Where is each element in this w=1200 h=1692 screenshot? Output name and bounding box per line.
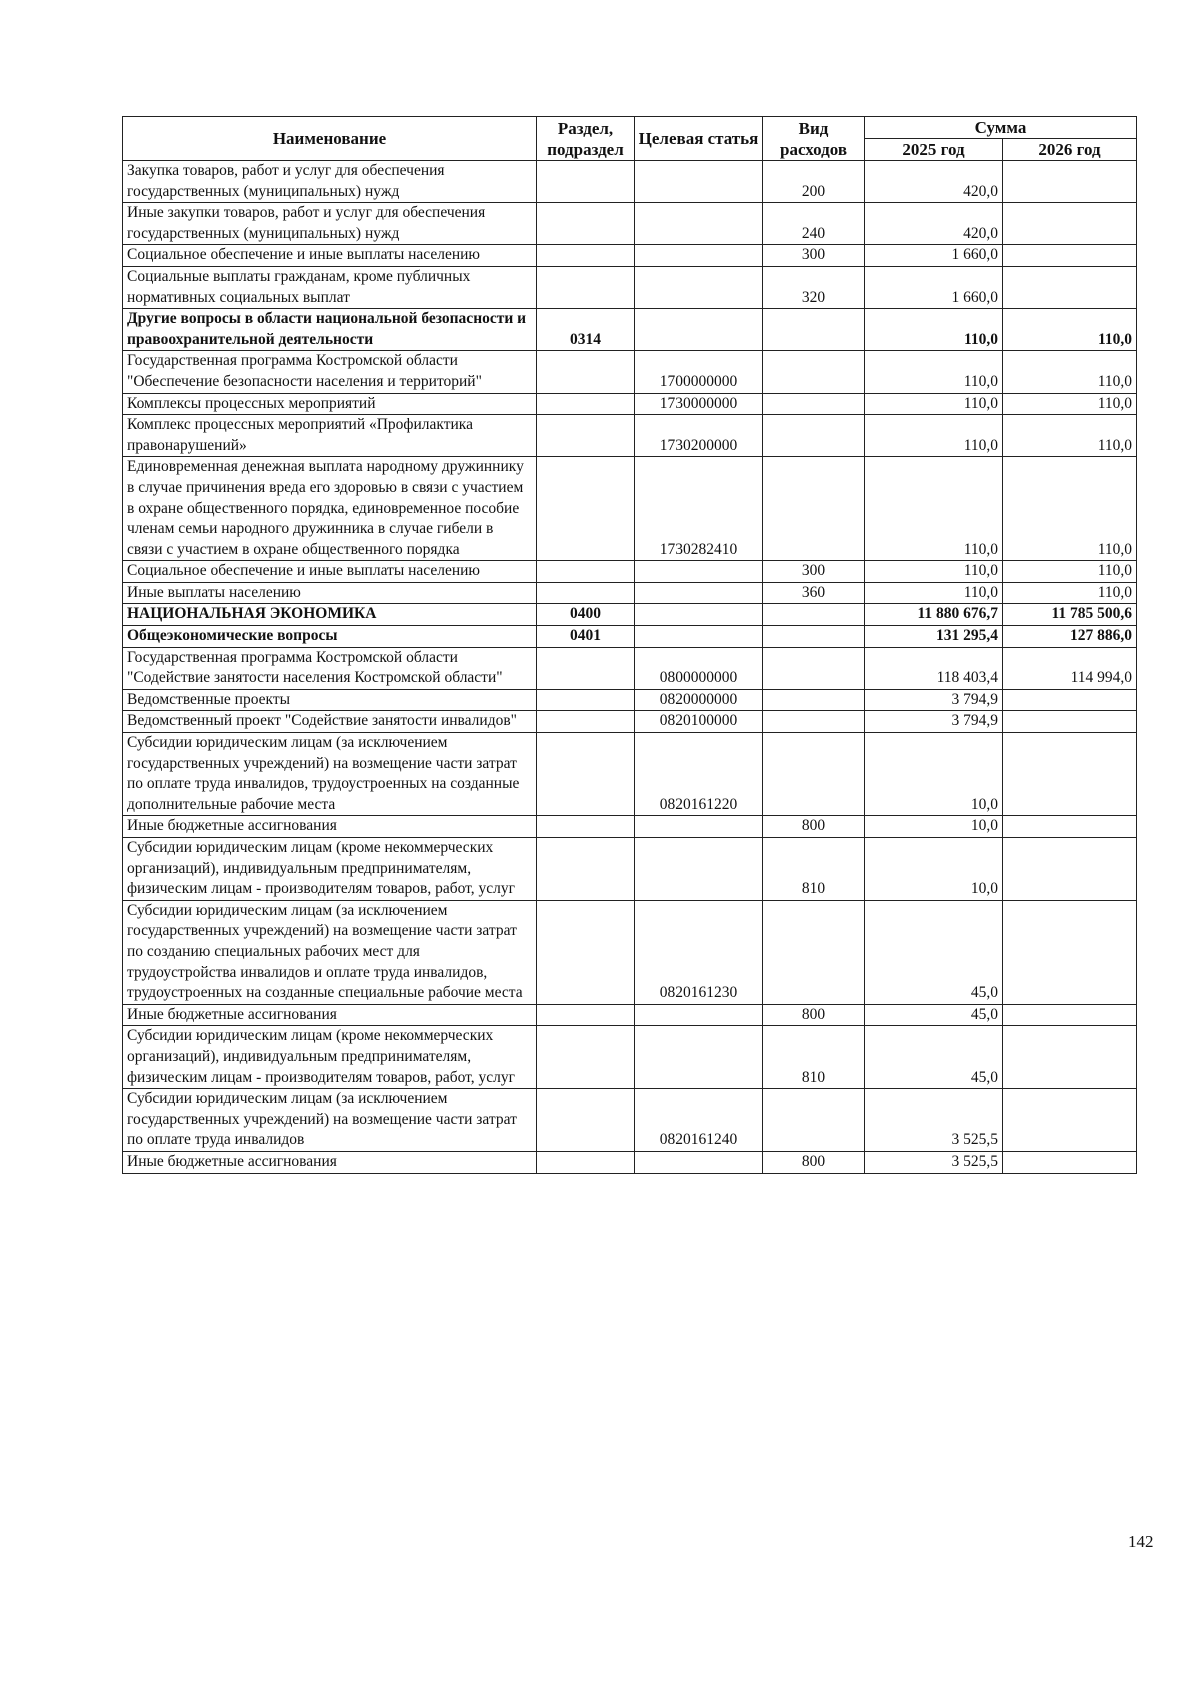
cell-2025: 10,0 (865, 838, 1003, 901)
cell-2025: 110,0 (865, 309, 1003, 351)
table-row (123, 203, 1137, 245)
cell-name: Социальное обеспечение и иные выплаты населению (123, 245, 537, 267)
cell-2025: 11 880 676,7 (865, 604, 1003, 626)
cell-section (537, 900, 635, 1004)
cell-2026: 11 785 500,6 (1003, 604, 1137, 626)
cell-2026: 110,0 (1003, 415, 1137, 457)
cell-2025: 131 295,4 (865, 626, 1003, 648)
cell-name: Комплексы процессных мероприятий (123, 393, 537, 415)
cell-name: НАЦИОНАЛЬНАЯ ЭКОНОМИКА (123, 604, 537, 626)
header-target: Целевая статья (635, 117, 763, 161)
table-row (123, 415, 1137, 457)
cell-2026 (1003, 838, 1137, 901)
cell-2025: 110,0 (865, 582, 1003, 604)
table-header-row (123, 117, 1137, 139)
cell-target (635, 838, 763, 901)
header-section: Раздел, подраздел (537, 117, 635, 161)
cell-kind: 200 (763, 161, 865, 203)
cell-kind: 810 (763, 1026, 865, 1089)
cell-2025: 110,0 (865, 561, 1003, 583)
cell-2025: 45,0 (865, 1026, 1003, 1089)
cell-section (537, 816, 635, 838)
cell-2025: 3 794,9 (865, 711, 1003, 733)
table-row (123, 900, 1137, 1004)
cell-2025: 3 794,9 (865, 689, 1003, 711)
cell-2025: 3 525,5 (865, 1151, 1003, 1173)
cell-section (537, 1026, 635, 1089)
cell-2026 (1003, 266, 1137, 308)
cell-section: 0401 (537, 626, 635, 648)
cell-kind: 300 (763, 561, 865, 583)
header-2025: 2025 год (865, 139, 1003, 161)
cell-name: Ведомственные проекты (123, 689, 537, 711)
table-row (123, 1026, 1137, 1089)
cell-section (537, 838, 635, 901)
cell-name: Закупка товаров, работ и услуг для обеспечения государственных (муниципальных) нужд (123, 161, 537, 203)
cell-2026 (1003, 1151, 1137, 1173)
cell-kind (763, 1089, 865, 1152)
cell-2026 (1003, 245, 1137, 267)
cell-2025: 110,0 (865, 415, 1003, 457)
cell-target: 1730200000 (635, 415, 763, 457)
cell-2026: 110,0 (1003, 393, 1137, 415)
table-row (123, 733, 1137, 816)
cell-target (635, 161, 763, 203)
cell-kind: 810 (763, 838, 865, 901)
cell-target (635, 561, 763, 583)
cell-target: 0820161240 (635, 1089, 763, 1152)
cell-name: Субсидии юридическим лицам (кроме некоммерческих организаций), индивидуальным предпринимателям, физическим лицам - производителям товаров, работ, услуг (123, 838, 537, 901)
cell-2026 (1003, 689, 1137, 711)
cell-name: Иные выплаты населению (123, 582, 537, 604)
cell-target: 1730000000 (635, 393, 763, 415)
cell-2025: 45,0 (865, 900, 1003, 1004)
table-row (123, 351, 1137, 393)
header-sum: Сумма (865, 117, 1137, 139)
budget-table (122, 116, 1137, 1174)
table-row (123, 266, 1137, 308)
cell-kind: 360 (763, 582, 865, 604)
cell-section: 0400 (537, 604, 635, 626)
cell-2026 (1003, 161, 1137, 203)
cell-kind (763, 900, 865, 1004)
cell-section (537, 415, 635, 457)
table-row (123, 309, 1137, 351)
cell-target: 0820000000 (635, 689, 763, 711)
cell-name: Государственная программа Костромской области "Содействие занятости населения Костромской области" (123, 647, 537, 689)
cell-2025: 110,0 (865, 457, 1003, 561)
table-body (123, 161, 1137, 1174)
cell-kind: 800 (763, 1004, 865, 1026)
cell-2025: 10,0 (865, 816, 1003, 838)
cell-target (635, 203, 763, 245)
cell-kind: 800 (763, 816, 865, 838)
cell-name: Другие вопросы в области национальной безопасности и правоохранительной деятельности (123, 309, 537, 351)
cell-kind (763, 689, 865, 711)
cell-kind (763, 393, 865, 415)
cell-2026 (1003, 733, 1137, 816)
cell-target: 1700000000 (635, 351, 763, 393)
cell-target (635, 1026, 763, 1089)
cell-2026 (1003, 1004, 1137, 1026)
table-row (123, 582, 1137, 604)
cell-name: Ведомственный проект "Содействие занятости инвалидов" (123, 711, 537, 733)
cell-2026: 110,0 (1003, 309, 1137, 351)
cell-section (537, 245, 635, 267)
cell-2025: 1 660,0 (865, 245, 1003, 267)
cell-2026 (1003, 900, 1137, 1004)
cell-section (537, 1004, 635, 1026)
cell-kind: 800 (763, 1151, 865, 1173)
cell-kind (763, 647, 865, 689)
cell-name: Субсидии юридическим лицам (кроме некоммерческих организаций), индивидуальным предпринимателям, физическим лицам - производителям товаров, работ, услуг (123, 1026, 537, 1089)
table-row (123, 1004, 1137, 1026)
cell-section (537, 266, 635, 308)
cell-name: Субсидии юридическим лицам (за исключением государственных учреждений) на возмещение части затрат по созданию специальных рабочих мест для трудоустройства инвалидов и оплате труда инвалидов, трудоустроенных на созданные специальные рабочие места (123, 900, 537, 1004)
cell-2026 (1003, 203, 1137, 245)
cell-kind: 300 (763, 245, 865, 267)
cell-target (635, 626, 763, 648)
table-row (123, 561, 1137, 583)
table-row (123, 647, 1137, 689)
table-row (123, 1151, 1137, 1173)
table-row (123, 393, 1137, 415)
cell-2026 (1003, 1026, 1137, 1089)
cell-target (635, 309, 763, 351)
cell-section (537, 393, 635, 415)
cell-section (537, 1089, 635, 1152)
cell-2026 (1003, 711, 1137, 733)
cell-target: 1730282410 (635, 457, 763, 561)
cell-section (537, 711, 635, 733)
cell-target (635, 1004, 763, 1026)
cell-section (537, 161, 635, 203)
cell-name: Социальные выплаты гражданам, кроме публичных нормативных социальных выплат (123, 266, 537, 308)
table-row (123, 245, 1137, 267)
cell-name: Субсидии юридическим лицам (за исключением государственных учреждений) на возмещение части затрат по оплате труда инвалидов (123, 1089, 537, 1152)
cell-kind: 320 (763, 266, 865, 308)
cell-section (537, 689, 635, 711)
cell-name: Социальное обеспечение и иные выплаты населению (123, 561, 537, 583)
cell-name: Субсидии юридическим лицам (за исключением государственных учреждений) на возмещение части затрат по оплате труда инвалидов, трудоустроенных на созданные дополнительные рабочие места (123, 733, 537, 816)
cell-2026: 110,0 (1003, 561, 1137, 583)
cell-target (635, 1151, 763, 1173)
cell-name: Иные бюджетные ассигнования (123, 816, 537, 838)
cell-target: 0820100000 (635, 711, 763, 733)
table-row (123, 457, 1137, 561)
cell-section (537, 203, 635, 245)
cell-section (537, 733, 635, 816)
table-row (123, 838, 1137, 901)
table-row (123, 689, 1137, 711)
cell-2026: 114 994,0 (1003, 647, 1137, 689)
cell-2025: 1 660,0 (865, 266, 1003, 308)
cell-name: Иные бюджетные ассигнования (123, 1004, 537, 1026)
cell-kind: 240 (763, 203, 865, 245)
cell-name: Комплекс процессных мероприятий «Профилактика правонарушений» (123, 415, 537, 457)
cell-target (635, 245, 763, 267)
cell-name: Единовременная денежная выплата народному дружиннику в случае причинения вреда его здоровью в связи с участием в охране общественного порядка, единовременное пособие членам семьи народного дружинника в случае гибели в связи с участием в охране общественного порядка (123, 457, 537, 561)
cell-target (635, 266, 763, 308)
cell-section (537, 561, 635, 583)
cell-name: Общеэкономические вопросы (123, 626, 537, 648)
cell-section (537, 1151, 635, 1173)
cell-2026: 110,0 (1003, 457, 1137, 561)
cell-section: 0314 (537, 309, 635, 351)
cell-name: Иные закупки товаров, работ и услуг для обеспечения государственных (муниципальных) нужд (123, 203, 537, 245)
table-row (123, 1089, 1137, 1152)
cell-2026 (1003, 816, 1137, 838)
cell-2026 (1003, 1089, 1137, 1152)
table-row (123, 816, 1137, 838)
cell-kind (763, 309, 865, 351)
cell-kind (763, 626, 865, 648)
header-2026: 2026 год (1003, 139, 1137, 161)
cell-name: Иные бюджетные ассигнования (123, 1151, 537, 1173)
table-row (123, 161, 1137, 203)
cell-section (537, 582, 635, 604)
cell-target: 0800000000 (635, 647, 763, 689)
cell-2025: 110,0 (865, 351, 1003, 393)
cell-2025: 110,0 (865, 393, 1003, 415)
cell-kind (763, 415, 865, 457)
cell-2025: 10,0 (865, 733, 1003, 816)
cell-kind (763, 457, 865, 561)
cell-2026: 110,0 (1003, 582, 1137, 604)
cell-section (537, 647, 635, 689)
cell-2026: 110,0 (1003, 351, 1137, 393)
cell-kind (763, 711, 865, 733)
cell-kind (763, 351, 865, 393)
cell-target (635, 604, 763, 626)
header-kind: Вид расходов (763, 117, 865, 161)
cell-2025: 45,0 (865, 1004, 1003, 1026)
cell-kind (763, 604, 865, 626)
page-number: 142 (1128, 1532, 1154, 1551)
cell-target (635, 816, 763, 838)
table-row (123, 711, 1137, 733)
cell-target: 0820161220 (635, 733, 763, 816)
cell-2025: 420,0 (865, 203, 1003, 245)
cell-2026: 127 886,0 (1003, 626, 1137, 648)
cell-target (635, 582, 763, 604)
cell-2025: 118 403,4 (865, 647, 1003, 689)
table-row (123, 626, 1137, 648)
table-row (123, 604, 1137, 626)
cell-target: 0820161230 (635, 900, 763, 1004)
cell-2025: 3 525,5 (865, 1089, 1003, 1152)
cell-section (537, 351, 635, 393)
header-name: Наименование (123, 117, 537, 161)
cell-kind (763, 733, 865, 816)
cell-name: Государственная программа Костромской области "Обеспечение безопасности населения и территорий" (123, 351, 537, 393)
cell-section (537, 457, 635, 561)
cell-2025: 420,0 (865, 161, 1003, 203)
